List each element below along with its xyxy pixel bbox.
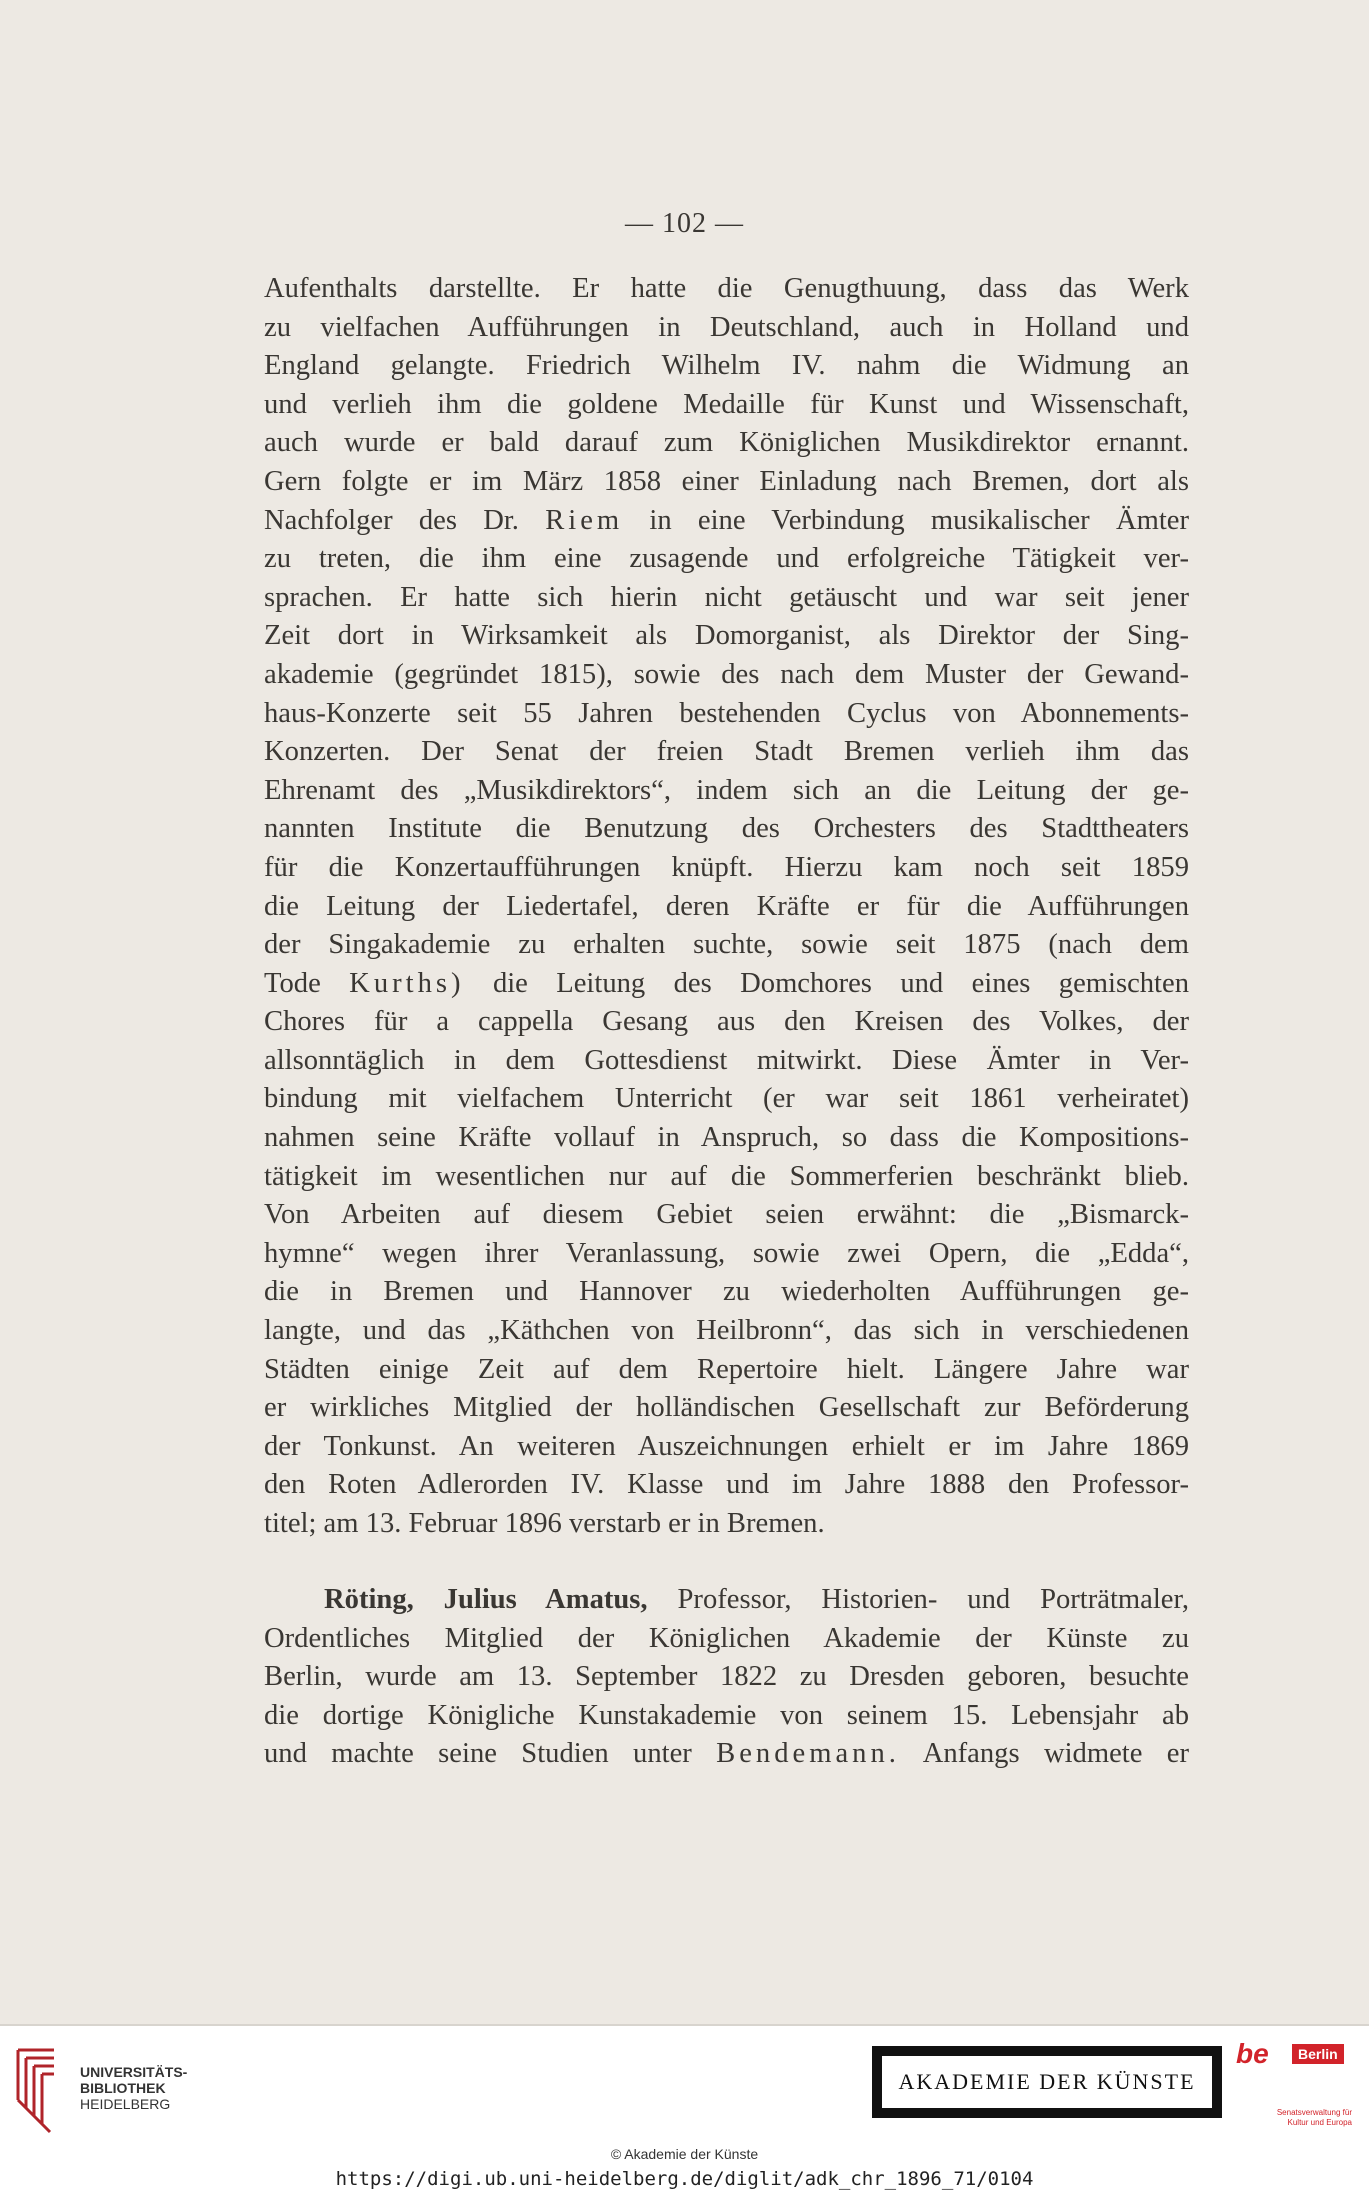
person-name: Riem [545,504,624,536]
ub-wordmark [80,2064,187,2112]
text-line: Zeit dort in Wirksamkeit als Domorganist, als Direktor der Sing- [264,620,1189,652]
text-line: tätigkeit im wesentlichen nur auf die Sommerferien beschränkt blieb. [264,1160,1189,1192]
text-fragment: Nachfolger des Dr. [264,504,519,536]
text-line: Städten einige Zeit auf dem Repertoire hielt. Längere Jahre war [264,1353,1189,1385]
text-line [264,1581,1189,1620]
adk-label: AKADEMIE DER KÜNSTE [882,2056,1212,2108]
person-name: Bendemann. [716,1738,900,1770]
akademie-der-kuenste-logo[interactable] [872,2046,1222,2118]
text-line: Ordentliches Mitglied der Königlichen Akademie der Künste zu [264,1622,1189,1654]
text-line: er wirkliches Mitglied der holländischen Gesellschaft zur Beförderung [264,1392,1189,1424]
text-fragment: die Leitung des Domchores und eines gemischten [492,967,1189,999]
text-line: für die Konzertaufführungen knüpft. Hierzu kam noch seit 1859 [264,851,1189,883]
berlin-badge: Berlin [1292,2044,1344,2064]
text-fragment: in eine Verbindung musikalischer Ämter [649,504,1189,536]
text-line: nannten Institute die Benutzung des Orchesters des Stadttheaters [264,813,1189,845]
text-line: langte, und das „Käthchen von Heilbronn“, das sich in verschiedenen [264,1315,1189,1347]
text-line: Gern folgte er im März 1858 einer Einladung nach Bremen, dort als [264,465,1189,497]
text-line: Ehrenamt des „Musikdirektors“, indem sich an die Leitung der ge- [264,774,1189,806]
text-line: die in Bremen und Hannover zu wiederholten Aufführungen ge- [264,1276,1189,1308]
text-line: akademie (gegründet 1815), sowie des nach dem Muster der Gewand- [264,658,1189,690]
text-line: der Tonkunst. An weiteren Auszeichnungen erhielt er im Jahre 1869 [264,1430,1189,1462]
text-line: titel; am 13. Februar 1896 verstarb er in Bremen. [264,1508,825,1539]
text-line: zu vielfachen Aufführungen in Deutschland, auch in Holland und [264,311,1189,343]
footer [0,2024,1369,2194]
text-line: haus-Konzerte seit 55 Jahren bestehenden Cyclus von Abonnements- [264,697,1189,729]
text-line: die Leitung der Liedertafel, deren Kräfte er für die Aufführungen [264,890,1189,922]
text-fragment: Anfangs widmete er [922,1738,1189,1770]
text-line: der Singakademie zu erhalten suchte, sowie seit 1875 (nach dem [264,929,1189,961]
paragraph-riem-biography [264,270,1189,1544]
university-library-logo[interactable] [14,2040,188,2150]
text-line: Aufenthalts darstellte. Er hatte die Genugthuung, dass das Werk [264,273,1189,304]
text-line [264,965,1189,1004]
text-line: Chores für a cappella Gesang aus den Kreisen des Volkes, der [264,1006,1189,1038]
footer-divider [0,2024,1369,2026]
copyright-notice: © Akademie der Künste [610,2146,759,2162]
document-url[interactable]: https://digi.ub.uni-heidelberg.de/diglit/adk_chr_1896_71/0104 [335,2168,1034,2190]
text-line: und verlieh ihm die goldene Medaille für Kunst und Wissenschaft, [264,388,1189,420]
text-fragment: Professor, Historien- und Porträtmaler, [677,1584,1189,1615]
text-line: allsonntäglich in dem Gottesdienst mitwirkt. Diese Ämter in Ver- [264,1044,1189,1076]
text-fragment: Tode [264,967,321,999]
entry-heading: Röting, Julius Amatus, [324,1584,648,1615]
text-line: bindung mit vielfachem Unterricht (er war seit 1861 verheiratet) [264,1083,1189,1115]
text-line: Konzerten. Der Senat der freien Stadt Bremen verlieh ihm das [264,736,1189,768]
text-line: Berlin, wurde am 13. September 1822 zu Dresden geboren, besuchte [264,1661,1189,1693]
text-line: Von Arbeiten auf diesem Gebiet seien erwähnt: die „Bismarck- [264,1199,1189,1231]
berlin-subtitle: Senatsverwaltung für Kultur und Europa [1276,2108,1352,2127]
text-line: die dortige Königliche Kunstakademie von seinem 15. Lebensjahr ab [264,1699,1189,1731]
be-berlin-icon: be [1236,2038,1269,2069]
text-line: den Roten Adlerorden IV. Klasse und im Jahre 1888 den Professor- [264,1469,1189,1501]
text-fragment: und machte seine Studien unter [264,1738,692,1770]
ub-line: BIBLIOTHEK [80,2080,166,2096]
berlin-senate-logo[interactable] [1236,2038,1352,2150]
paragraph-roeting-biography [264,1581,1189,1774]
text-line [264,1735,1189,1774]
ub-line: HEIDELBERG [80,2096,171,2112]
text-line [264,502,1189,541]
ub-line: UNIVERSITÄTS- [80,2064,188,2080]
person-name: Kurths) [349,967,465,999]
text-line: nahmen seine Kräfte vollauf in Anspruch, so dass die Kompositions- [264,1122,1189,1154]
text-line: sprachen. Er hatte sich hierin nicht getäuscht und war seit jener [264,581,1189,613]
text-line: England gelangte. Friedrich Wilhelm IV. nahm die Widmung an [264,350,1189,382]
ub-heidelberg-icon [14,2040,74,2140]
page-number: — 102 — [625,208,744,239]
text-line: hymne“ wegen ihrer Veranlassung, sowie zwei Opern, die „Edda“, [264,1237,1189,1269]
text-line: auch wurde er bald darauf zum Königlichen Musikdirektor ernannt. [264,427,1189,459]
text-line: zu treten, die ihm eine zusagende und erfolgreiche Tätigkeit ver- [264,543,1189,575]
